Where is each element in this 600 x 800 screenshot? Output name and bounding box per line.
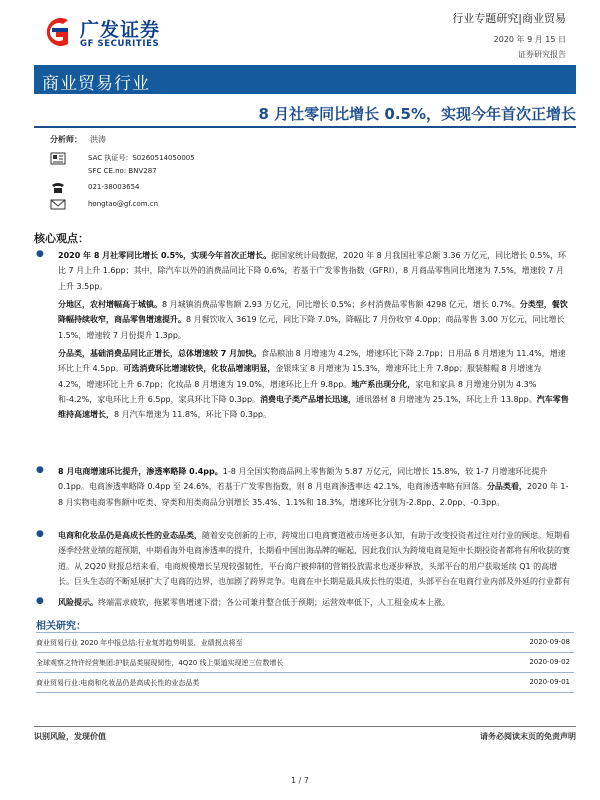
electronics-lead: 消费电子类产品增长迅速， bbox=[260, 394, 357, 404]
ecommerce-body: 1-8 月全国实物商品网上零售额为 5.87 万亿元，同比增长 15.8%，较 1-7 月增速环比提升 0.1pp。电商渗透率略降 0.4pp 至 24.6%，若基于广发零售指数，则 8 月电商渗透率达 42.1%，电商渗透率略有回落。 bbox=[58, 467, 548, 492]
footer-disclaimer: 请务必阅读末页的免责声明 bbox=[480, 732, 576, 741]
optional-body: 金银珠宝 8 月增速为 15.3%，增速环比上升 7.8pp；服装鞋帽 8 月增速为 4.2%，增速环比上升 6.7pp；化妆品 8 月增速为 19.0%，增速环比上升 9.8pp。 bbox=[58, 364, 542, 389]
analyst-sac: SAC 执证号：S0260514050005 bbox=[88, 154, 195, 162]
growth-lead: 电商和化妆品仍是高成长性的业态品类， bbox=[58, 531, 202, 540]
related-divider bbox=[36, 672, 574, 673]
related-item[interactable] bbox=[36, 654, 574, 672]
phone-icon bbox=[50, 181, 66, 194]
page-number: 1 / 7 bbox=[291, 776, 309, 785]
bullet-icon: ● bbox=[36, 249, 44, 259]
related-item-title[interactable]: 商业贸易行业 2020 年中报总结:行业复苏趋势明显，业绩拐点将至 bbox=[36, 639, 243, 647]
bullet-icon: ● bbox=[36, 465, 44, 475]
risk-warning bbox=[58, 595, 570, 611]
logo-text-en: GF SECURITIES bbox=[80, 39, 160, 49]
related-item-date: 2020-09-01 bbox=[529, 678, 570, 686]
key-point-1-body: 据国家统计局数据，2020 年 8 月我国社零总额 3.36 万亿元，同比增长 0.5%，环比 7 月上升 1.6pp；其中，除汽车以外的消费品同比下降 0.6%，若基于广发零售指数（GFRI），8 月商品零售同比增速为 7.5%，增速较 7 月上升 3.5pp。 bbox=[58, 251, 567, 291]
industry-title: 商业贸易行业 bbox=[42, 74, 150, 94]
analyst-sfc: SFC CE.no: BNV287 bbox=[88, 167, 157, 175]
gf-logo-icon bbox=[38, 14, 74, 50]
category-lead: 分品类，基础消费品同比正增长，总体增速较 7 月加快。 bbox=[58, 349, 262, 358]
auto-body: 8 月汽车增速为 11.8%，环比下降 0.3pp。 bbox=[114, 410, 272, 420]
ecommerce-lead: 8 月电商增速环比提升，渗透率略降 0.4pp。 bbox=[58, 467, 223, 476]
risk-lead: 风险提示。 bbox=[58, 598, 98, 607]
report-tag: 证券研究报告 bbox=[518, 50, 566, 59]
related-divider bbox=[36, 652, 574, 653]
headline-rule bbox=[34, 126, 576, 128]
related-divider bbox=[36, 692, 574, 693]
analyst-label: 分析师： bbox=[50, 135, 82, 144]
related-item-title[interactable]: 全球观察之特许经营集团:护肤品类展现韧性，4Q20 线上渠道实现逆三位数增长 bbox=[36, 659, 284, 667]
bullet-icon: ● bbox=[36, 529, 44, 539]
report-headline: 8 月社零同比增长 0.5%，实现今年首次正增长 bbox=[258, 105, 576, 123]
region-lead: 分地区，农村增幅高于城镇。 bbox=[58, 300, 162, 309]
related-item-date: 2020-09-02 bbox=[529, 658, 570, 666]
footer-rule bbox=[34, 726, 576, 727]
risk-body: 终端需求疲软，拖累零售增速下滑；各公司兼并整合低于预期；运营效率低下，人工租金成本上涨。 bbox=[98, 598, 450, 607]
gf-logo bbox=[38, 14, 168, 54]
related-item-title[interactable]: 商业贸易行业:电商和化妆品仍是高成长性的业态品类 bbox=[36, 679, 200, 687]
report-date: 2020 年 9 月 15 日 bbox=[493, 35, 566, 44]
email-icon bbox=[50, 198, 66, 211]
related-divider bbox=[36, 632, 574, 633]
key-point-1-category bbox=[58, 346, 570, 438]
id-card-icon bbox=[50, 152, 66, 165]
bullet-icon: ● bbox=[36, 596, 44, 606]
report-category: 行业专题研究|商业贸易 bbox=[452, 12, 566, 25]
key-point-2 bbox=[58, 464, 570, 526]
key-point-3 bbox=[58, 528, 570, 590]
property-lead: 地产系出现分化， bbox=[351, 379, 416, 389]
related-research-title: 相关研究： bbox=[36, 621, 86, 632]
key-points-title: 核心观点： bbox=[34, 232, 89, 245]
region-body: 8 月城镇消费品零售额 2.93 万亿元，同比增长 0.5%；乡村消费品零售额 4298 亿元，增长 0.7%。 bbox=[162, 300, 520, 309]
analyst-name: 洪涛 bbox=[90, 135, 106, 144]
related-item[interactable] bbox=[36, 674, 574, 692]
growth-body: 随着安克创新的上市，跨境出口电商赛道被市场更多认知，有助于改变投资者过往对行业的顾虑。短期看逐季经营业绩的超预期，中期看海外电商渗透率的提升，长期看中国出海品牌的崛起，因此我们认为跨境电商是短中长期投资者都将有所收获的赛道。从 2Q20 财报总结来看，电商规模增长呈现较强韧性，平台商户被抑制的营销投放需求也逐步释放，头部平台的用户获取延续 Q1 的高增长。巨头生态的不断延展扩大了电商的边界，也加剧了跨界竞争。电商在中长期是最具成长性的渠道，头部平台在电商行业内部及外延的行业都有 bbox=[58, 531, 570, 586]
analyst-email[interactable]: hongtao@gf.com.cn bbox=[88, 200, 158, 208]
related-item[interactable] bbox=[36, 634, 574, 652]
property-body: 家电和家具 8 月增速分别为 4.3%和-4.2%，家电环比上升 6.5pp，家具环比下降 0.3pp。 bbox=[58, 379, 537, 404]
key-point-1 bbox=[58, 248, 570, 294]
industry-banner bbox=[34, 65, 576, 94]
optional-lead: 可选消费环比增速较快，化妆品增速明显， bbox=[123, 364, 276, 374]
key-point-1-lead: 2020 年 8 月社零同比增长 0.5%，实现今年首次正增长。 bbox=[58, 251, 272, 260]
analyst-phone: 021-38003654 bbox=[88, 183, 140, 191]
type-body: 8 月餐饮收入 3619 亿元，同比下降 7.0%，降幅比 7 月份收窄 4.0pp；商品零售 3.00 万亿元，同比增长 1.5%，增速较 7 月份提升 1.3pp。 bbox=[58, 315, 565, 340]
logo-text-cn: 广发证券 bbox=[80, 19, 161, 41]
footer-slogan: 识别风险，发现价值 bbox=[34, 732, 106, 741]
ecommerce-category-body: 2020 年 1-8 月实物电商零售额中吃类、穿类和用类商品分别增长 35.4%、1.1%和 18.3%，增速环比分别为-2.8pp、2.0pp、-0.3pp。 bbox=[58, 482, 569, 507]
ecommerce-category-lead: 分品类看， bbox=[486, 482, 527, 492]
auto-lead: 汽车零售维持高速增长， bbox=[58, 394, 569, 420]
type-lead: 分类型，餐饮降幅持续收窄，商品零售增速提升。 bbox=[58, 300, 568, 325]
related-item-date: 2020-09-08 bbox=[529, 638, 570, 646]
category-body: 食品粮油 8 月增速为 4.2%，增速环比下降 2.7pp；日用品 8 月增速为 11.4%，增速环比上升 4.5pp。 bbox=[58, 349, 566, 374]
report-meta bbox=[452, 10, 566, 60]
key-point-1-region bbox=[58, 297, 570, 343]
electronics-body: 通讯器材 8 月增速为 25.1%，环比上升 13.8pp。 bbox=[356, 394, 537, 404]
